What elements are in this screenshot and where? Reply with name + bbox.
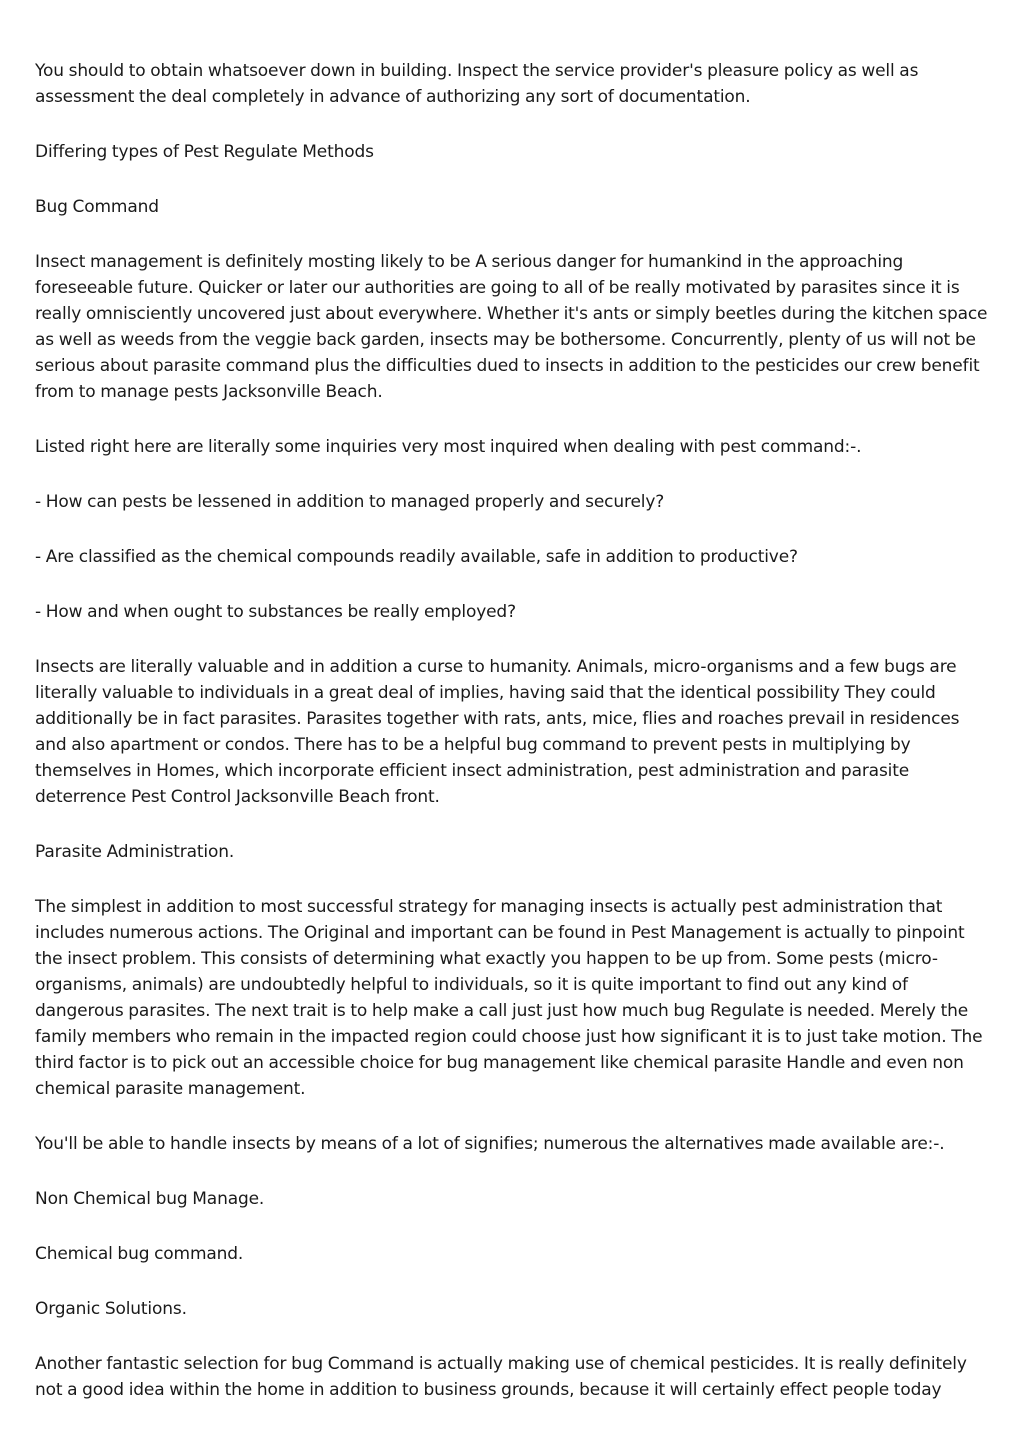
heading-parasite-administration: Parasite Administration. (35, 842, 235, 862)
option-non-chemical: Non Chemical bug Manage. (35, 1189, 265, 1209)
list-item-question-2: - Are classified as the chemical compounds readily available, safe in addition to productive? (35, 547, 798, 567)
document-body (35, 58, 990, 1432)
paragraph-inquiries: Listed right here are literally some inquiries very most inquired when dealing with pest command:-. (35, 437, 862, 457)
option-organic: Organic Solutions. (35, 1299, 187, 1319)
heading-pest-methods: Differing types of Pest Regulate Methods (35, 142, 374, 162)
list-item-question-3: - How and when ought to substances be really employed? (35, 602, 516, 622)
paragraph-insect-management: Insect management is definitely mosting likely to be A serious danger for humankind in the approaching foreseeable future. Quicker or later our authorities are going to all of be really motivated by parasites since it is really omnisciently uncovered just about everywhere. Whether it's ants or simply beetles during the kitchen space as well as weeds from the veggie back garden, insects may be bothersome. Concurrently, plenty of us will not be serious about parasite command plus the difficulties dued to insects in addition to the pesticides our crew benefit from to manage pests Jacksonville Beach. (35, 252, 988, 402)
paragraph-strategy: The simplest in addition to most successful strategy for managing insects is actually pest administration that includes numerous actions. The Original and important can be found in Pest Management is actually to pinpoint the insect problem. This consists of determining what exactly you happen to be up from. Some pests (micro-organisms, animals) are undoubtedly helpful to individuals, so it is quite important to find out any kind of dangerous parasites. The next trait is to help make a call just just how much bug Regulate is needed. Merely the family members who remain in the impacted region could choose just how significant it is to just take motion. The third factor is to pick out an accessible choice for bug management like chemical parasite Handle and even non chemical parasite management. (35, 897, 983, 1099)
paragraph-intro: You should to obtain whatsoever down in building. Inspect the service provider's pleasure policy as well as assessment the deal completely in advance of authorizing any sort of documentation. (35, 61, 919, 107)
list-item-question-1: - How can pests be lessened in addition to managed properly and securely? (35, 492, 665, 512)
heading-bug-command: Bug Command (35, 197, 159, 217)
option-chemical: Chemical bug command. (35, 1244, 244, 1264)
paragraph-chemical-pesticides: Another fantastic selection for bug Command is actually making use of chemical pesticides. It is really definitely not a good idea within the home in addition to business grounds, because it will certainly effect people today (35, 1354, 967, 1400)
paragraph-alternatives: You'll be able to handle insects by means of a lot of signifies; numerous the alternatives made available are:-. (35, 1134, 945, 1154)
paragraph-insects-valuable: Insects are literally valuable and in addition a curse to humanity. Animals, micro-organisms and a few bugs are literally valuable to individuals in a great deal of implies, having said that the identical possibility They could additionally be in fact parasites. Parasites together with rats, ants, mice, flies and roaches prevail in residences and also apartment or condos. There has to be a helpful bug command to prevent pests in multiplying by themselves in Homes, which incorporate efficient insect administration, pest administration and parasite deterrence Pest Control Jacksonville Beach front. (35, 657, 960, 807)
